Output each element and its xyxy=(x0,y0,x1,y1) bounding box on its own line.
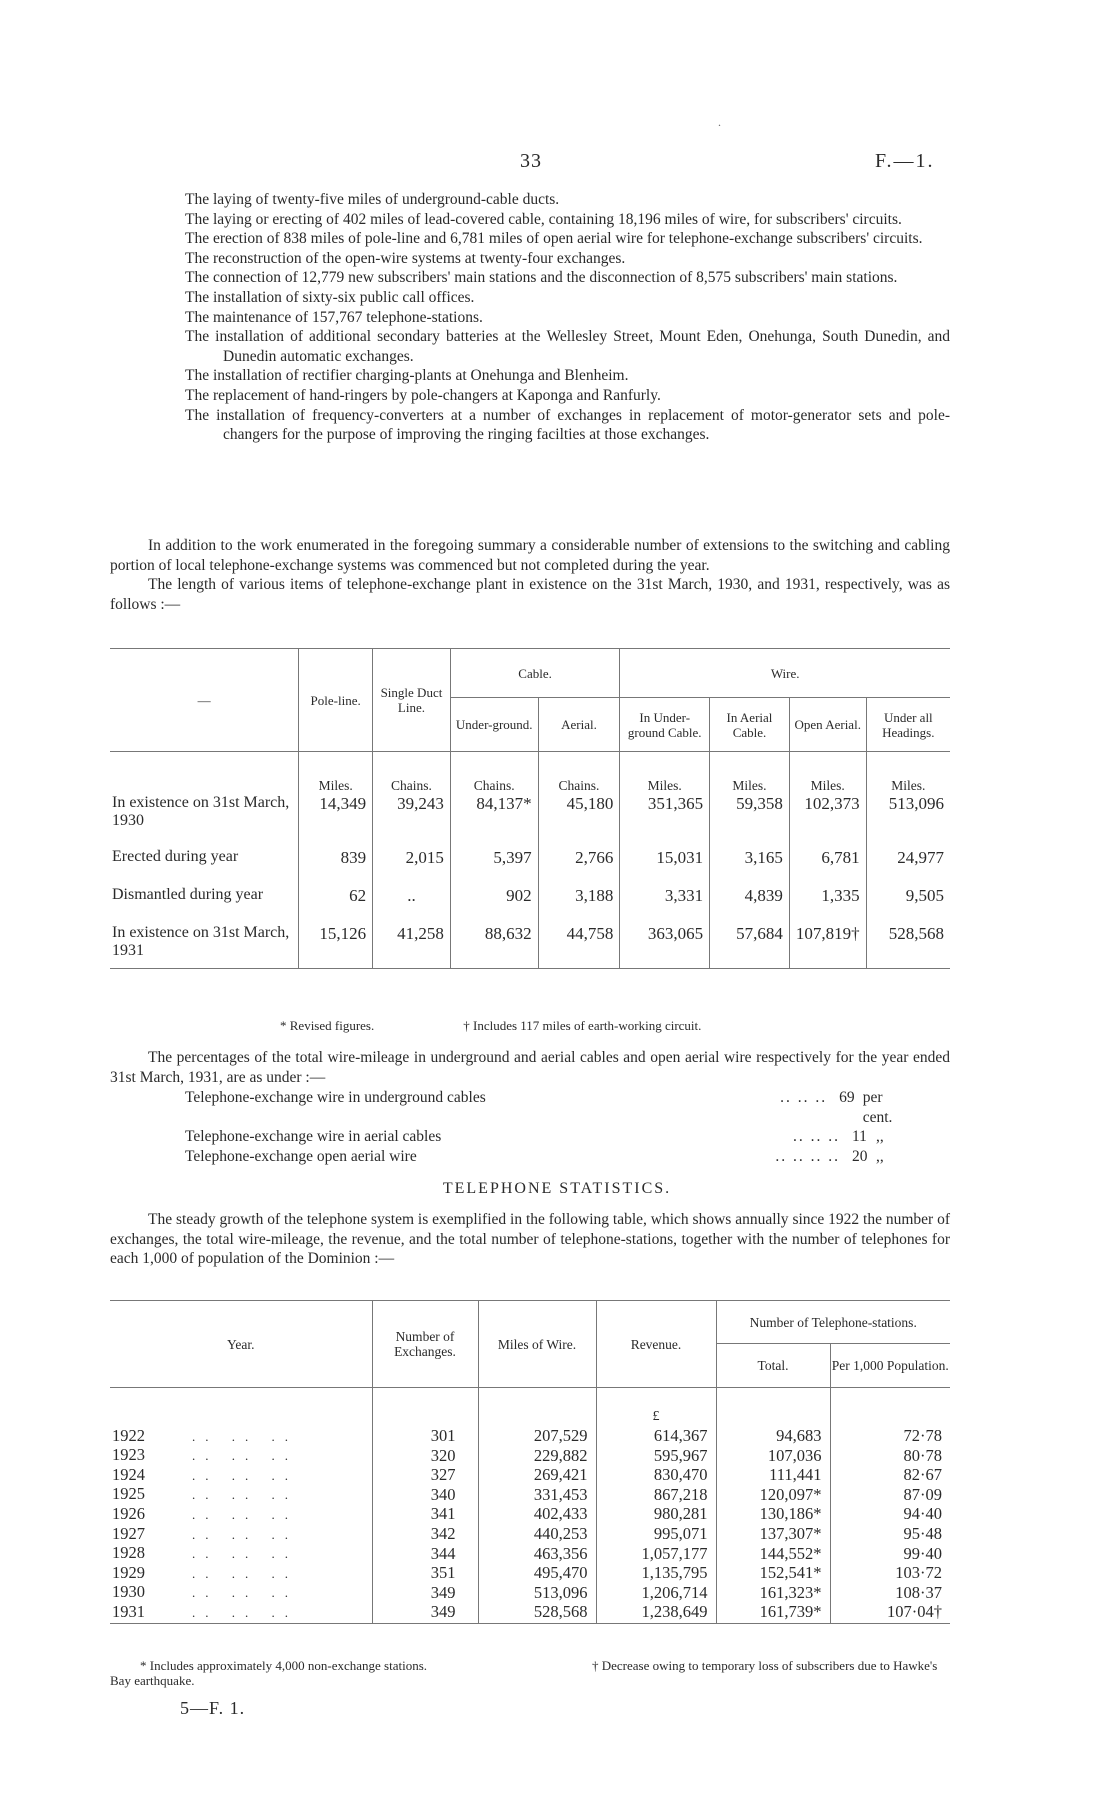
table-cell: 301 xyxy=(372,1427,478,1447)
table-cell: 87·09 xyxy=(830,1485,950,1505)
table-cell: 39,243 xyxy=(373,794,451,848)
table-cell: 94·40 xyxy=(830,1505,950,1525)
table-row xyxy=(110,794,950,848)
stats-intro xyxy=(110,1210,950,1269)
col-header-revenue: Revenue. xyxy=(596,1301,716,1388)
row-label: In existence on 31st March, 1931 xyxy=(112,924,290,959)
footer-signature: 5—F. 1. xyxy=(180,1698,246,1718)
table-cell: 84,137* xyxy=(450,794,538,848)
leader-dots: .. .. .. xyxy=(192,1448,298,1464)
col-header-blank: — xyxy=(197,692,211,708)
col-header-in-aerial: In Aerial Cable. xyxy=(710,698,790,752)
table-cell: 130,186* xyxy=(716,1505,830,1525)
table-cell: 320 xyxy=(372,1446,478,1466)
leader-dots: .. .. .. xyxy=(192,1585,298,1601)
table-cell: 2,766 xyxy=(538,848,620,886)
col-header-aerial: Aerial. xyxy=(538,698,620,752)
col-header-miles-of-wire: Miles of Wire. xyxy=(478,1301,596,1388)
table-cell: 95·48 xyxy=(830,1525,950,1545)
col-header-total: Total. xyxy=(716,1344,830,1388)
footnote-earth-working: † Includes 117 miles of earth-working circuit. xyxy=(463,1018,702,1033)
table-row xyxy=(110,1485,950,1505)
list-item: The erection of 838 miles of pole-line and 6,781 miles of open aerial wire for telephone-exchange subscribers' circuits. xyxy=(185,230,923,248)
pct-row xyxy=(185,1127,915,1147)
year-cell xyxy=(110,1544,372,1564)
list-item: The connection of 12,779 new subscribers' main stations and the disconnection of 8,575 subscribers' main stations. xyxy=(185,269,898,287)
paragraph-percentages: The percentages of the total wire-mileage in underground and aerial cables and open aerial wire respectively for the year ended 31st March, 1931, are as under :— xyxy=(110,1049,950,1086)
table-cell: 463,356 xyxy=(478,1544,596,1564)
units-row xyxy=(110,752,950,795)
col-header-year: Year. xyxy=(226,1336,255,1352)
unit-cell: Chains. xyxy=(538,752,620,795)
year-cell xyxy=(110,1485,372,1505)
table-cell: 9,505 xyxy=(866,886,950,924)
table-row xyxy=(110,1583,950,1603)
table-row xyxy=(110,848,950,886)
table-cell: 349 xyxy=(372,1603,478,1623)
leader-dots: .. .. .. xyxy=(192,1546,298,1562)
table-cell: 107,819† xyxy=(789,924,866,969)
table-row xyxy=(110,1544,950,1564)
table-cell: 80·78 xyxy=(830,1446,950,1466)
table-cell: 45,180 xyxy=(538,794,620,848)
table-cell: 830,470 xyxy=(596,1466,716,1486)
row-label: In existence on 31st March, 1930 xyxy=(112,794,290,829)
table-row xyxy=(110,1466,950,1486)
table-cell: 1,335 xyxy=(789,886,866,924)
table-cell: 59,358 xyxy=(710,794,790,848)
table-cell: .. xyxy=(373,886,451,924)
table-cell: 363,065 xyxy=(620,924,710,969)
table-cell: 980,281 xyxy=(596,1505,716,1525)
list-item: The installation of additional secondary batteries at the Wellesley Street, Mount Eden, Onehunga, South Dunedin, and Dunedin automatic exchanges. xyxy=(185,328,950,365)
col-header-pole-line: Pole-line. xyxy=(299,649,373,752)
leader-dots: .. .. .. xyxy=(192,1487,298,1503)
pct-label: Telephone-exchange open aerial wire xyxy=(185,1147,417,1165)
table-cell: 3,331 xyxy=(620,886,710,924)
intro-paragraphs xyxy=(110,536,950,614)
col-header-underground: Under-ground. xyxy=(450,698,538,752)
list-item: The installation of frequency-converters at a number of exchanges in replacement of motor-generator sets and pole-changers for the purpose of improving the ringing facilties at those exchanges. xyxy=(185,406,950,444)
table-cell: 327 xyxy=(372,1466,478,1486)
unit-cell: Miles. xyxy=(620,752,710,795)
leader-dots: .. .. .. xyxy=(780,1089,828,1106)
leader-dots: .. .. .. xyxy=(192,1526,298,1542)
plant-table xyxy=(110,648,950,969)
list-item: The laying of twenty-five miles of underground-cable ducts. xyxy=(185,191,560,208)
footnote-earthquake: † Decrease owing to temporary loss of subscribers due to Hawke's Bay earthquake. xyxy=(110,1658,938,1688)
currency-unit: £ xyxy=(596,1388,716,1427)
table-cell: 513,096 xyxy=(866,794,950,848)
table-cell: 137,307* xyxy=(716,1525,830,1545)
leader-dots: .. .. .. .. xyxy=(775,1147,840,1165)
table-row xyxy=(110,1525,950,1545)
table-cell: 15,126 xyxy=(299,924,373,969)
year-value: 1925 xyxy=(112,1484,145,1504)
leader-dots: .. .. .. xyxy=(793,1128,840,1146)
table-cell: 103·72 xyxy=(830,1564,950,1584)
year-value: 1928 xyxy=(112,1543,145,1563)
col-header-stations: Number of Telephone-stations. xyxy=(716,1301,950,1344)
table-cell: 3,188 xyxy=(538,886,620,924)
table-cell: 839 xyxy=(299,848,373,886)
table-cell: 102,373 xyxy=(789,794,866,848)
table-cell: 72·78 xyxy=(830,1427,950,1447)
pct-intro xyxy=(110,1048,950,1087)
leader-dots: .. .. .. xyxy=(192,1467,298,1483)
page-reference: F.—1. xyxy=(875,150,935,172)
work-items-list xyxy=(185,190,950,445)
list-item: The installation of rectifier charging-plants at Onehunga and Blenheim. xyxy=(185,367,629,385)
col-header-single-duct: Single Duct Line. xyxy=(373,649,451,752)
leader-dots: .. .. .. xyxy=(192,1506,298,1522)
table-cell: 5,397 xyxy=(450,848,538,886)
year-cell xyxy=(110,1525,372,1545)
table-cell: 2,015 xyxy=(373,848,451,886)
table-cell: 44,758 xyxy=(538,924,620,969)
pct-value: 69 xyxy=(839,1089,855,1106)
table-cell: 82·67 xyxy=(830,1466,950,1486)
table-cell: 88,632 xyxy=(450,924,538,969)
table-cell: 402,433 xyxy=(478,1505,596,1525)
year-value: 1926 xyxy=(112,1503,145,1523)
table-cell: 161,739* xyxy=(716,1603,830,1623)
pct-unit: ,, xyxy=(876,1147,884,1165)
table-row xyxy=(110,886,950,924)
table-row xyxy=(110,1564,950,1584)
leader-dots: .. .. .. xyxy=(192,1604,298,1620)
year-value: 1923 xyxy=(112,1445,145,1465)
list-item: The maintenance of 157,767 telephone-stations. xyxy=(185,308,483,326)
statistics-table xyxy=(110,1300,950,1624)
table-cell: 41,258 xyxy=(373,924,451,969)
unit-cell: Chains. xyxy=(450,752,538,795)
year-cell xyxy=(110,1564,372,1584)
row-label: Erected during year xyxy=(112,848,239,865)
pct-row xyxy=(185,1088,915,1127)
table-cell: 207,529 xyxy=(478,1427,596,1447)
stray-mark: . xyxy=(718,115,721,129)
year-value: 1930 xyxy=(112,1582,145,1602)
leader-dots: .. .. .. xyxy=(192,1428,298,1444)
table-cell: 120,097* xyxy=(716,1485,830,1505)
table-row xyxy=(110,924,950,969)
table-cell: 528,568 xyxy=(478,1603,596,1623)
table-cell: 342 xyxy=(372,1525,478,1545)
table-cell: 6,781 xyxy=(789,848,866,886)
table-cell: 152,541* xyxy=(716,1564,830,1584)
table-cell: 269,421 xyxy=(478,1466,596,1486)
year-value: 1929 xyxy=(112,1562,145,1582)
pct-unit: ,, xyxy=(876,1128,884,1146)
pct-row xyxy=(185,1147,915,1167)
table-cell: 108·37 xyxy=(830,1583,950,1603)
year-value: 1922 xyxy=(112,1425,145,1445)
table-cell: 62 xyxy=(299,886,373,924)
paragraph-plant-length: The length of various items of telephone-exchange plant in existence on the 31st March, 1930, and 1931, respectively, was as follows :— xyxy=(110,576,950,613)
table-cell: 340 xyxy=(372,1485,478,1505)
year-value: 1927 xyxy=(112,1523,145,1543)
col-header-per-1000: Per 1,000 Population. xyxy=(830,1344,950,1388)
table-row xyxy=(110,1446,950,1466)
table-cell: 867,218 xyxy=(596,1485,716,1505)
pct-unit: per cent. xyxy=(862,1089,893,1126)
table-cell: 995,071 xyxy=(596,1525,716,1545)
table-cell: 94,683 xyxy=(716,1427,830,1447)
table-cell: 351,365 xyxy=(620,794,710,848)
year-cell xyxy=(110,1427,372,1447)
list-item: The replacement of hand-ringers by pole-changers at Kaponga and Ranfurly. xyxy=(185,386,661,404)
table-cell: 15,031 xyxy=(620,848,710,886)
table-cell: 161,323* xyxy=(716,1583,830,1603)
table-cell: 14,349 xyxy=(299,794,373,848)
list-item: The laying or erecting of 402 miles of lead-covered cable, containing 18,196 miles of wire, for subscribers' circuits. xyxy=(185,210,902,228)
col-header-cable: Cable. xyxy=(450,649,620,698)
table-cell: 440,253 xyxy=(478,1525,596,1545)
table-cell: 595,967 xyxy=(596,1446,716,1466)
table-cell: 331,453 xyxy=(478,1485,596,1505)
table-cell: 144,552* xyxy=(716,1544,830,1564)
table-cell: 229,882 xyxy=(478,1446,596,1466)
list-item: The reconstruction of the open-wire systems at twenty-four exchanges. xyxy=(185,249,626,267)
year-cell xyxy=(110,1466,372,1486)
unit-cell: Miles. xyxy=(299,752,373,795)
table-row xyxy=(110,1427,950,1447)
table-cell: 513,096 xyxy=(478,1583,596,1603)
year-value: 1931 xyxy=(112,1601,145,1621)
paragraph-growth: The steady growth of the telephone system is exemplified in the following table, which shows annually since 1922 the number of exchanges, the total wire-mileage, the revenue, and the total number of telephone-stations, together with the number of telephones for each 1,000 of population of the Dominion :— xyxy=(110,1211,950,1268)
col-header-open-aerial: Open Aerial. xyxy=(789,698,866,752)
table-cell: 528,568 xyxy=(866,924,950,969)
table-cell: 107,036 xyxy=(716,1446,830,1466)
table-cell: 1,206,714 xyxy=(596,1583,716,1603)
col-header-exchanges: Number of Exchanges. xyxy=(372,1301,478,1388)
paragraph-extensions: In addition to the work enumerated in the foregoing summary a considerable number of extensions to the switching and cabling portion of local telephone-exchange systems was commenced but not completed during the year. xyxy=(110,537,950,574)
col-header-wire: Wire. xyxy=(620,649,950,698)
footnote-revised: * Revised figures. xyxy=(280,1018,375,1033)
plant-table-notes xyxy=(280,1018,920,1034)
table-cell: 341 xyxy=(372,1505,478,1525)
table-cell: 344 xyxy=(372,1544,478,1564)
pct-label: Telephone-exchange wire in underground cables xyxy=(185,1089,486,1106)
unit-cell: Chains. xyxy=(373,752,451,795)
table-cell: 614,367 xyxy=(596,1427,716,1447)
pct-value: 11 xyxy=(852,1128,867,1146)
table-cell: 351 xyxy=(372,1564,478,1584)
table-cell: 57,684 xyxy=(710,924,790,969)
pct-label: Telephone-exchange wire in aerial cables xyxy=(185,1128,442,1146)
unit-cell: Miles. xyxy=(710,752,790,795)
col-header-in-underground: In Under-ground Cable. xyxy=(620,698,710,752)
table-cell: 1,057,177 xyxy=(596,1544,716,1564)
footnote-non-exchange: * Includes approximately 4,000 non-exchange stations. xyxy=(140,1658,428,1673)
table-cell: 349 xyxy=(372,1583,478,1603)
col-header-all-headings: Under all Headings. xyxy=(866,698,950,752)
unit-cell: Miles. xyxy=(789,752,866,795)
row-label: Dismantled during year xyxy=(112,886,264,903)
table-cell: 1,135,795 xyxy=(596,1564,716,1584)
list-item: The installation of sixty-six public call offices. xyxy=(185,288,475,306)
year-cell xyxy=(110,1583,372,1603)
leader-dots: .. .. .. xyxy=(192,1565,298,1581)
statistics-notes xyxy=(110,1658,950,1688)
table-cell: 111,441 xyxy=(716,1466,830,1486)
table-row xyxy=(110,1603,950,1623)
table-cell: 495,470 xyxy=(478,1564,596,1584)
unit-cell: Miles. xyxy=(866,752,950,795)
table-cell: 902 xyxy=(450,886,538,924)
percentages-list xyxy=(185,1088,915,1166)
table-cell: 99·40 xyxy=(830,1544,950,1564)
page-number: 33 xyxy=(520,150,542,172)
year-cell xyxy=(110,1505,372,1525)
table-cell: 4,839 xyxy=(710,886,790,924)
table-cell: 107·04† xyxy=(830,1603,950,1623)
table-cell: 24,977 xyxy=(866,848,950,886)
table-row xyxy=(110,1505,950,1525)
section-title: TELEPHONE STATISTICS. xyxy=(442,1180,672,1197)
year-cell xyxy=(110,1446,372,1466)
year-value: 1924 xyxy=(112,1464,145,1484)
pct-value: 20 xyxy=(852,1147,868,1165)
table-cell: 3,165 xyxy=(710,848,790,886)
table-cell: 1,238,649 xyxy=(596,1603,716,1623)
year-cell xyxy=(110,1603,372,1623)
